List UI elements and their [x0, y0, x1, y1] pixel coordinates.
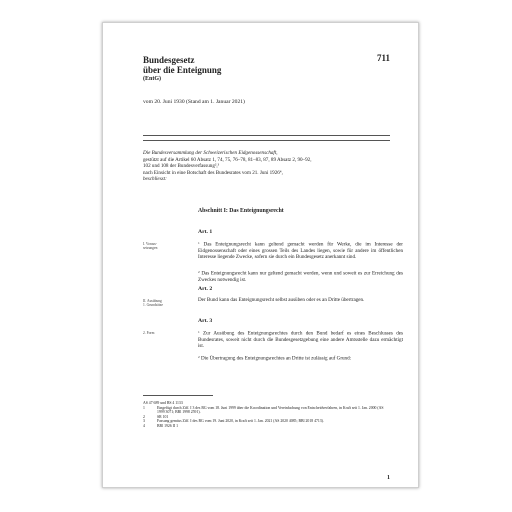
margin-note [143, 299, 163, 308]
document-title [143, 55, 221, 75]
footnote-divider [143, 395, 213, 396]
paragraph-text: Das Enteignungsrecht kann nur geltend gemacht werden, wenn und soweit es zur Erreichung des Zweckes notwendig ist. [198, 270, 403, 283]
title-line: über die Enteignung [143, 65, 222, 75]
footnote-text: BBl 1926 II 1 [157, 423, 178, 428]
article-paragraph [198, 297, 403, 303]
paragraph-number: 2 [198, 270, 200, 274]
footnote-number: 4 [143, 423, 145, 428]
article-paragraph [198, 269, 403, 283]
margin-note-line: I. Voraus- [143, 242, 158, 246]
footnotes [143, 401, 388, 429]
margin-note [143, 331, 154, 335]
article-paragraph [198, 240, 403, 260]
preamble-line: Die Bundesversammlung der Schweizerischen Eidgenossenschaft, [143, 150, 278, 156]
page-number: 1 [387, 475, 390, 481]
paragraph-text: Das Enteignungsrecht kann geltend gemacht werden für Werke, die im Interesse der Eidgenossenschaft oder eines grossen Teils des Landes liegen, sowie für andere im öffentlichen Interesse liegende Zwecke, sofern sie durch ein Bundesgesetz anerkannt sind. [198, 241, 403, 261]
footnote [143, 406, 388, 415]
margin-note-line: 2. Form [143, 331, 155, 335]
margin-note-line: 1. Grundsätze [143, 303, 163, 308]
article-paragraph [198, 329, 403, 349]
preamble-line: gestützt auf die Artikel 60 Absatz 1, 74, 75, 76–78, 81–83, 87, 89 Absatz 2, 90–92, [143, 156, 312, 163]
paragraph-text: Zur Ausübung des Enteignungsrechtes durch den Bund bedarf es eines Beschlusses des Bundesrates, soweit nicht durch die Bundesgesetzgebung eine andere Amtsstelle dazu ermächtigt ist. [198, 330, 403, 350]
preamble-line: 102 und 108 der Bundesverfassung²,³ [143, 163, 220, 170]
divider [143, 140, 390, 141]
margin-note [143, 242, 157, 251]
document-abbreviation: (EntG) [143, 76, 161, 82]
margin-note-line: setzungen [143, 246, 158, 251]
footnote-number: 1 [143, 405, 145, 410]
footnote-text: Fassung gemäss Ziff. I des BG vom 19. Juni 2020, in Kraft seit 1. Jan. 2021 (AS 2020 4085; BBl 2018 4713). [157, 419, 324, 424]
margin-note-line: II. Ausübung [143, 299, 162, 303]
preamble-line: nach Einsicht in eine Botschaft des Bundesrates vom 21. Juni 1926⁴, [143, 169, 283, 176]
paragraph-number: 2 [198, 355, 200, 359]
title-line: Bundesgesetz [143, 55, 195, 65]
preamble-line: beschliesst: [143, 176, 167, 183]
footnote-number: 2 [143, 414, 145, 419]
paragraph-number: 1 [198, 330, 200, 334]
article-heading: Art. 2 [198, 286, 213, 292]
article-heading: Art. 3 [198, 318, 213, 324]
classification-number: 711 [376, 53, 390, 63]
article-paragraph [198, 354, 403, 362]
preamble [143, 150, 312, 183]
footnote-text: AS 47 689 und BS 4 1133 [143, 401, 183, 405]
paragraph-text: Die Übertragung des Enteignungsrechtes an Dritte ist zulässig auf Grund: [200, 355, 352, 362]
document-page [102, 22, 419, 488]
footnote-text: Eingefügt durch Ziff. I 3 des BG vom 18. Juni 1999 über die Koordination und Vereinfachung von Entscheidverfahren, in Kraft seit 1. Jan. 2000 (AS 1999 3071; BBl 1998 2591). [157, 405, 384, 415]
footnote [143, 424, 388, 429]
date-line: vom 20. Juni 1930 (Stand am 1. Januar 2021) [143, 99, 245, 105]
footnote-number: 3 [143, 419, 145, 424]
article-heading: Art. 1 [198, 229, 213, 235]
paragraph-number: 1 [198, 241, 200, 245]
footnote-text: SR 101 [157, 414, 169, 419]
paragraph-text: Der Bund kann das Enteignungsrecht selbst ausüben oder es an Dritte übertragen. [198, 297, 365, 303]
section-heading: Abschnitt I: Das Enteignungsrecht [198, 208, 284, 214]
divider [143, 135, 390, 136]
